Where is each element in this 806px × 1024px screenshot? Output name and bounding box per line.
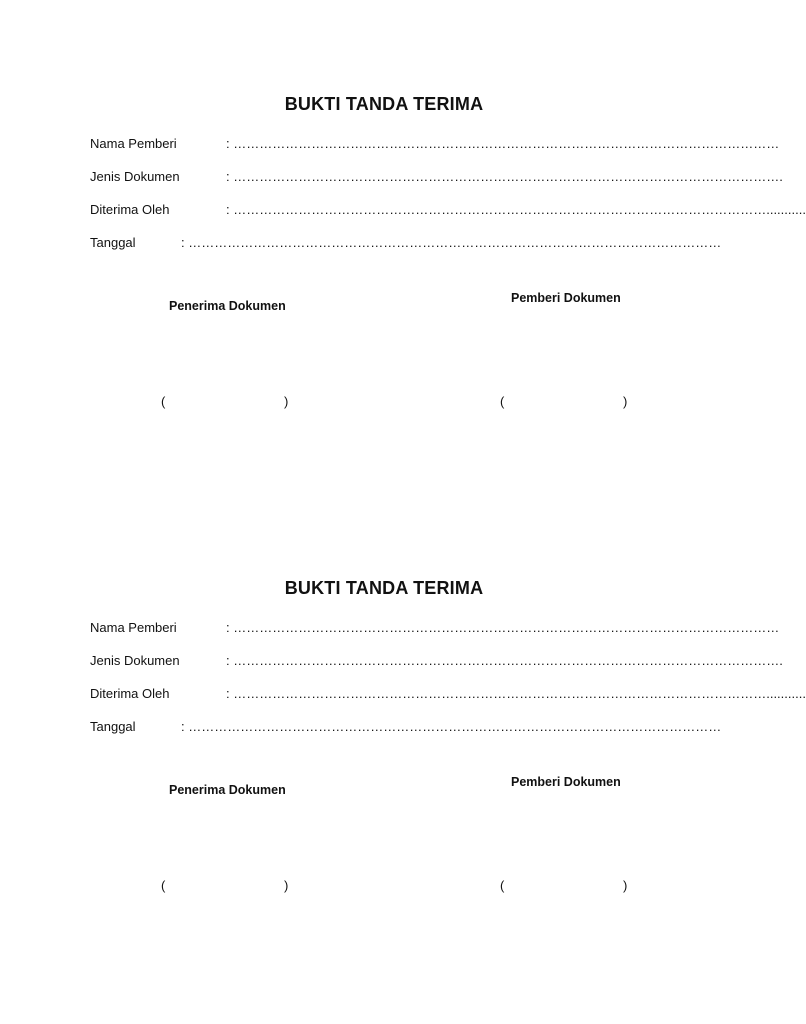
receiver-name-open-paren: ( (161, 394, 166, 409)
receiver-signature-label: Penerima Dokumen (169, 299, 286, 313)
field-value-nama-pemberi: : ……………………………………………………………………………………………………………… (226, 136, 780, 151)
giver-name-close-paren: ) (623, 394, 628, 409)
field-value-jenis-dokumen: : ………………………………………………………………………………………………………………. (226, 653, 783, 668)
field-label-jenis-dokumen: Jenis Dokumen (90, 653, 180, 668)
field-value-jenis-dokumen: : ………………………………………………………………………………………………………………. (226, 169, 783, 184)
receipt-form (0, 0, 806, 420)
giver-name-open-paren: ( (500, 878, 505, 893)
field-value-tanggal: : …………………………………………………………………………………………………………… (181, 719, 722, 734)
giver-name-open-paren: ( (500, 394, 505, 409)
receiver-signature-label: Penerima Dokumen (169, 783, 286, 797)
receipt-title: BUKTI TANDA TERIMA (284, 94, 484, 114)
receipt-title: BUKTI TANDA TERIMA (284, 578, 484, 598)
field-label-tanggal: Tanggal (90, 719, 136, 734)
field-value-nama-pemberi: : ……………………………………………………………………………………………………………… (226, 620, 780, 635)
field-value-diterima-oleh: : ……………………………………………………………………………………………………………........... (226, 686, 806, 701)
field-label-diterima-oleh: Diterima Oleh (90, 202, 170, 217)
receiver-name-close-paren: ) (284, 394, 289, 409)
field-label-nama-pemberi: Nama Pemberi (90, 620, 177, 635)
field-label-jenis-dokumen: Jenis Dokumen (90, 169, 180, 184)
receipt-form (0, 484, 806, 904)
receiver-name-open-paren: ( (161, 878, 166, 893)
field-label-nama-pemberi: Nama Pemberi (90, 136, 177, 151)
giver-signature-label: Pemberi Dokumen (511, 775, 621, 789)
giver-signature-label: Pemberi Dokumen (511, 291, 621, 305)
field-label-tanggal: Tanggal (90, 235, 136, 250)
field-label-diterima-oleh: Diterima Oleh (90, 686, 170, 701)
receiver-name-close-paren: ) (284, 878, 289, 893)
giver-name-close-paren: ) (623, 878, 628, 893)
field-value-diterima-oleh: : ……………………………………………………………………………………………………………........... (226, 202, 806, 217)
field-value-tanggal: : …………………………………………………………………………………………………………… (181, 235, 722, 250)
